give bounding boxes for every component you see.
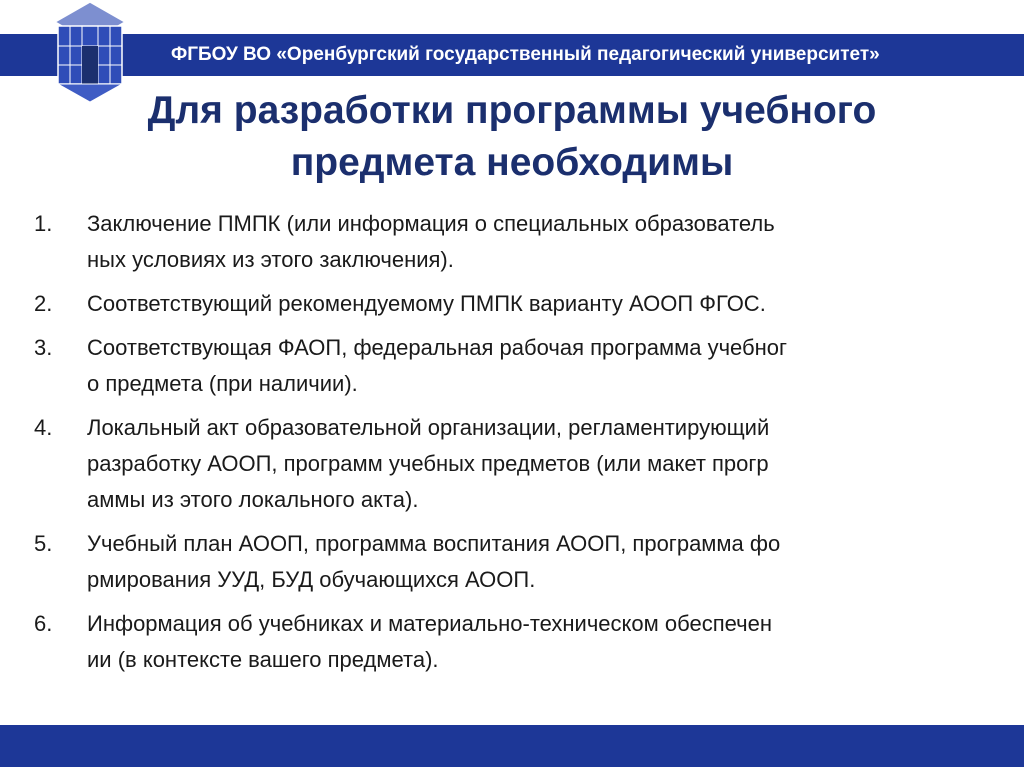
list-item [30, 330, 1005, 402]
list-item-number: 2. [34, 291, 53, 316]
slide-title-line-1: Для разработки программы учебного [147, 89, 877, 132]
list-item-line: о предмета (при наличии). [87, 371, 358, 396]
list-item-number: 5. [34, 531, 53, 556]
list-item-line: рмирования УУД, БУД обучающихся АООП. [87, 567, 536, 592]
list-item-number: 1. [34, 211, 53, 236]
list-item-line: Учебный план АООП, программа воспитания АООП, программа фо [87, 531, 781, 556]
list-item-line: ии (в контексте вашего предмета). [87, 647, 439, 672]
list-item [30, 526, 1005, 598]
slide-title-line-2: предмета необходимы [290, 141, 734, 184]
list-item-line: Заключение ПМПК (или информация о специальных образователь [87, 211, 775, 236]
list-item-number: 6. [34, 611, 53, 636]
slide-title [40, 85, 984, 189]
list-item [30, 410, 1005, 518]
footer-bar [0, 725, 1024, 767]
list-item-line: Информация об учебниках и материально-техническом обеспечен [87, 611, 772, 636]
header-title: ФГБОУ ВО «Оренбургский государственный педагогический университет» [171, 44, 880, 65]
list-item-line: Соответствующий рекомендуемому ПМПК варианту АООП ФГОС. [87, 291, 766, 316]
list-item [30, 606, 1005, 678]
requirements-list [30, 206, 1005, 686]
list-item-line: Соответствующая ФАОП, федеральная рабочая программа учебног [87, 335, 788, 360]
list-item-number: 3. [34, 335, 53, 360]
list-item-number: 4. [34, 415, 53, 440]
list-item [30, 206, 1005, 278]
list-item-line: аммы из этого локального акта). [87, 487, 419, 512]
list-item-line: Локальный акт образовательной организации, регламентирующий [87, 415, 770, 440]
list-item [30, 286, 1005, 322]
list-item-line: ных условиях из этого заключения). [87, 247, 454, 272]
list-item-line: разработку АООП, программ учебных предметов (или макет прогр [87, 451, 769, 476]
